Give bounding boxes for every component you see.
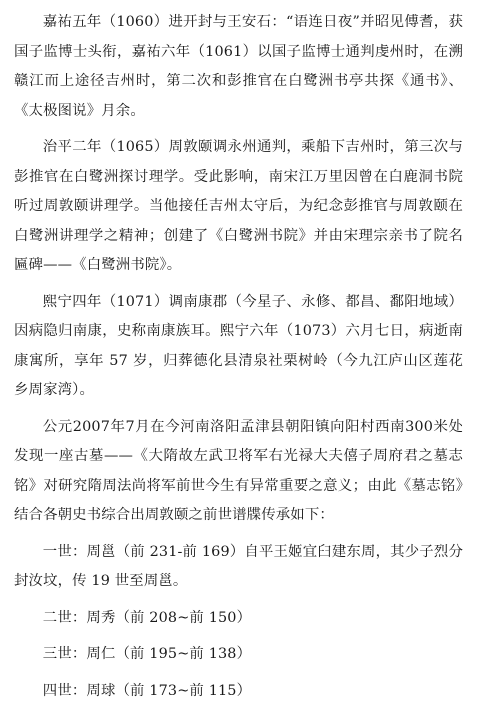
lineage-item-gen2: 二世：周秀（前 208~前 150） bbox=[42, 609, 252, 626]
lineage-item-gen1: 一世：周邕（前 231-前 169）自平王姬宜臼建东周，其少子烈分封汝坟，传 19 世至周邕。 bbox=[14, 543, 463, 589]
lineage-item-gen4: 四世：周球（前 173~前 115） bbox=[42, 682, 252, 699]
paragraph-zhiping: 治平二年（1065）周敦颐调永州通判，乘船下吉州时，第三次与彭推官在白鹭洲探讨理学。受此影响，南宋江万里因曾在白鹿洞书院听过周敦颐讲理学。当他接任吉州太守后，为纪念彭推官与周敦颐在白鹭洲讲理学之精神；创建了《白鹭洲书院》并由宋理宗亲书了院名匾碑——《白鹭洲书院》。 bbox=[14, 139, 463, 273]
paragraph-jiayou: 嘉祐五年（1060）进开封与王安石：“语连日夜”并昭见傅耆，获国子监博士头衔，嘉祐六年（1061）以国子监博士通判虔州时，在溯赣江而上途径吉州时，第二次和彭推官在白鹭洲书亭共探《通书》、《太极图说》月余。 bbox=[14, 14, 463, 119]
paragraph-tomb-discovery: 公元2007年7月在今河南洛阳孟津县朝阳镇向阳村西南300米处发现一座古墓——《大隋故左武卫将军右光禄大夫僖子周府君之墓志铭》对研究隋周法尚将军前世今生有异常重要之意义；由此《墓志铭》结合各朝史书综合出周敦颐之前世谱牒传承如下： bbox=[14, 418, 463, 523]
paragraph-xining: 熙宁四年（1071）调南康郡（今星子、永修、都昌、鄱阳地域）因病隐归南康，史称南康族耳。熙宁六年（1073）六月七日，病逝南康寓所，享年 57 岁，归葬德化县清泉社栗树岭（今九江庐山区莲花乡周家湾）。 bbox=[14, 293, 463, 398]
lineage-item-gen3: 三世：周仁（前 195~前 138） bbox=[42, 646, 252, 662]
